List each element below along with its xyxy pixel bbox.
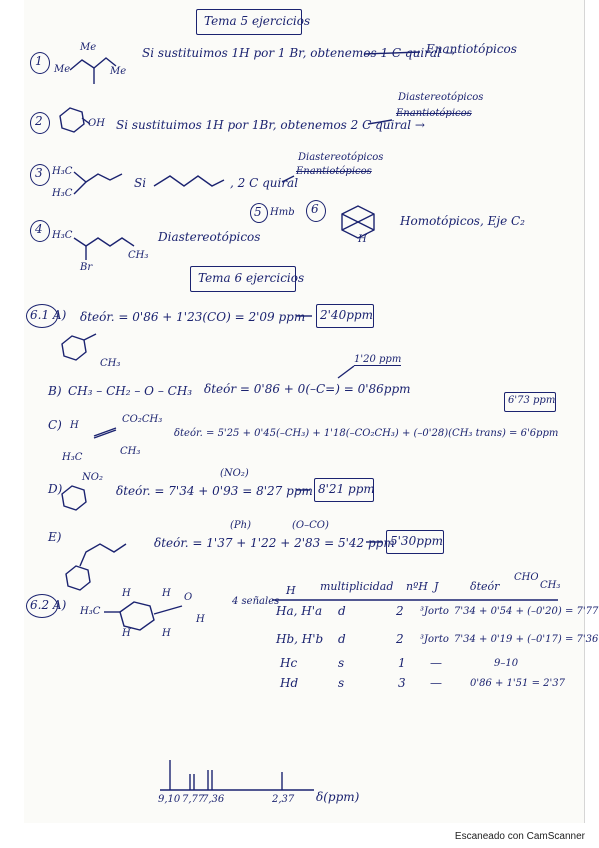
ex61e-result: 5'30ppm [390, 534, 443, 548]
ex3-number: 3 [35, 166, 43, 180]
ex3-text: , 2 C quiral [230, 176, 299, 190]
ex61a-result: 2'40ppm [320, 308, 373, 322]
ex61e-sup1: (Ph) [230, 520, 251, 531]
ex62a-o: O [184, 592, 193, 603]
ex61b-result: 1'20 ppm [354, 354, 402, 365]
ex61a-formula: δteór. = 0'86 + 1'23(CO) = 2'09 ppm [80, 310, 306, 324]
ex62a-label: 6.2 A) [30, 598, 67, 612]
ex1-me-left: Me [54, 64, 71, 75]
table-row2-nh: 2 [396, 632, 404, 646]
ex62a-hb2: H [122, 628, 131, 639]
spectrum-axis-label: δ(ppm) [316, 790, 360, 804]
ex2-text: Si sustituimos 1H por 1Br, obtenemos 2 C quiral → [116, 118, 425, 132]
ex61d-formula: δteór. = 7'34 + 0'93 = 8'27 ppm [116, 484, 313, 498]
notebook-page [24, 0, 599, 823]
table-header-h: H [286, 584, 296, 597]
ex4-ch3: CH₃ [128, 250, 149, 261]
table-header-ch3: CH₃ [540, 580, 561, 591]
ex62a-hc: H [196, 614, 205, 625]
spectrum-tick-237: 2,37 [272, 794, 295, 805]
ex61c-double-bond [94, 428, 116, 436]
ex61c-formula: δteór. = 5'25 + 0'45(–CH₃) + 1'18(–CO₂CH₃) + (–0'28)(CH₃ trans) = 6'6ppm [174, 428, 559, 439]
ex2-oh: OH [88, 118, 105, 129]
ex61b-formula-left: CH₃ – CH₂ – O – CH₃ [68, 384, 193, 398]
table-row4-h: Hd [280, 676, 299, 690]
table-header-delta: δteór [470, 580, 500, 593]
table-row4-delta: 0'86 + 1'51 = 2'37 [470, 678, 565, 689]
table-row3-delta: 9–10 [494, 658, 519, 669]
ex4-number: 4 [35, 222, 43, 236]
ex61c-label: C) [48, 418, 62, 432]
ex2-answer-struck: Enantiotópicos [396, 108, 472, 119]
ex3-h3c-top: H₃C [52, 166, 73, 177]
ex61c-co2ch3: CO₂CH₃ [122, 414, 163, 425]
ex62a-hb: H [122, 588, 131, 599]
ex1-text: Si sustituimos 1H por 1 Br, obtenemos 1 C quiral → [142, 46, 455, 60]
ex61c-h3c: H₃C [62, 452, 83, 463]
table-row1-delta: 7'34 + 0'54 + (–0'20) = 7'77 [454, 606, 599, 617]
tema5-title: Tema 5 ejercicios [204, 14, 311, 28]
ex2-arrow [368, 120, 392, 124]
table-row4-mult: s [338, 676, 345, 690]
ex3-h3c-bottom: H₃C [52, 188, 73, 199]
tema6-title: Tema 6 ejercicios [198, 271, 305, 285]
ex3-si: Si [134, 176, 147, 190]
table-row1-mult: d [338, 604, 346, 618]
ex61e-label: E) [48, 530, 62, 544]
ex5-number: 5 [254, 205, 262, 219]
ex1-me-right: Me [110, 66, 127, 77]
table-header-nh: nºH [406, 580, 428, 593]
ex3-arrow [282, 176, 294, 182]
table-row2-h: Hb, H'b [276, 632, 324, 646]
ex3-bond [74, 182, 86, 194]
ex62-cho-bond [154, 606, 182, 614]
ex6-number: 6 [311, 202, 319, 216]
ex3-answer-top: Diastereotópicos [298, 152, 384, 163]
ex2-ring [60, 108, 84, 132]
table-header-mult: multiplicidad [320, 580, 394, 593]
ex61c-double-bond2 [94, 430, 116, 438]
ex62a-ha: H [162, 588, 171, 599]
ex6-h: H [358, 234, 367, 245]
table-row4-nh: 3 [398, 676, 406, 690]
ex1-skeleton [70, 58, 116, 70]
ex4-chain [74, 238, 134, 246]
ex61d-ring [62, 486, 86, 510]
ex1-answer: Enantiotópicos [426, 42, 517, 56]
ex2-number: 2 [35, 114, 43, 128]
ex61e-formula: δteór. = 1'37 + 1'22 + 2'83 = 5'42 ppm [154, 536, 395, 550]
table-row3-h: Hc [280, 656, 298, 670]
table-row2-j: ³Jorto [420, 634, 449, 645]
ex3-substituted [154, 176, 224, 186]
ex61d-result: 8'21 ppm [318, 482, 375, 496]
ex1-number: 1 [35, 54, 43, 68]
table-header-j: J [434, 580, 439, 593]
ex61d-no2: NO₂ [82, 472, 103, 483]
ex61c-result: 6'73 ppm [508, 395, 556, 406]
ex61c-ch3: CH₃ [120, 446, 141, 457]
ex62a-h3c: H₃C [80, 606, 101, 617]
table-header-cho: CHO [514, 572, 539, 583]
table-row2-delta: 7'34 + 0'19 + (–0'17) = 7'36 [454, 634, 599, 645]
ex61a-ring [62, 336, 86, 360]
ex4-answer: Diastereotópicos [158, 230, 261, 244]
ex1-me-top: Me [80, 42, 97, 53]
ex3-chain [74, 172, 122, 182]
ex2-answer-top: Diastereotópicos [398, 92, 484, 103]
ex61e-chain [80, 544, 126, 566]
ex61b-formula: δteór = 0'86 + 0(–C=) = 0'86ppm [204, 382, 411, 396]
ex5-answer: Hmb [270, 207, 295, 218]
ex62a-ha2: H [162, 628, 171, 639]
table-row4-j: — [430, 676, 442, 690]
ex62-ring [120, 602, 154, 630]
ex61b-arrow [338, 366, 354, 378]
ex61a-label: 6.1 A) [30, 308, 67, 322]
ex61e-ring [66, 566, 90, 590]
ex4-br: Br [80, 262, 93, 273]
spectrum-tick-736: 7,36 [202, 794, 225, 805]
ex61d-sup: (NO₂) [220, 468, 249, 479]
table-row3-j: — [430, 656, 442, 670]
table-row1-nh: 2 [396, 604, 404, 618]
ex61a-bond [84, 334, 96, 340]
scanner-footer: Escaneado con CamScanner [454, 831, 585, 842]
table-row3-mult: s [338, 656, 345, 670]
table-row3-nh: 1 [398, 656, 406, 670]
ex61b-label: B) [48, 384, 62, 398]
ex61e-sup2: (O–CO) [292, 520, 329, 531]
table-row2-mult: d [338, 632, 346, 646]
spectrum-tick-777: 7,77 [182, 794, 205, 805]
handwritten-sketches [24, 0, 584, 823]
ex3-answer-struck: Enantiotópicos [296, 166, 372, 177]
table-row1-j: ³Jorto [420, 606, 449, 617]
ex61c-h: H [70, 420, 79, 431]
ex1-arrow [364, 52, 420, 54]
table-row1-h: Ha, H'a [276, 604, 323, 618]
ex6-answer: Homotópicos, Eje C₂ [400, 214, 525, 228]
ex61d-label: D) [48, 482, 63, 496]
ex61a-ch3: CH₃ [100, 358, 121, 369]
ex4-h3c: H₃C [52, 230, 73, 241]
ex62a-note: 4 señales [232, 596, 280, 607]
spectrum-tick-910: 9,10 [158, 794, 181, 805]
